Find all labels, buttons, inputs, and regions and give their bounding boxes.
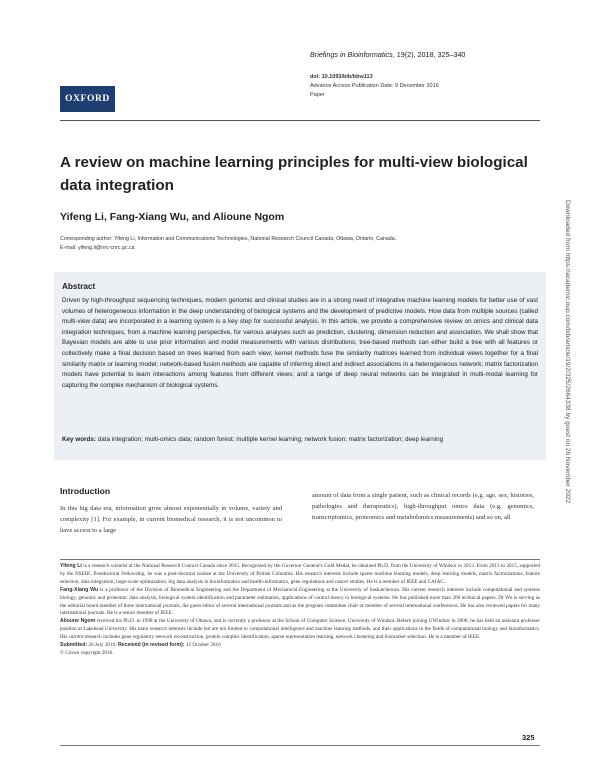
download-sidebar[interactable]: Downloaded from https://academic.oup.com/bib/article/19/2/325/2664338 by guest on 26 November 2022 (564, 200, 571, 504)
journal-citation (310, 50, 465, 59)
intro-right-column: amount of data from a single patient, such as clinical records (e.g. age, sex, histories, pathologies and therapeutics), high-throughput omics data (e.g. genomics, transcriptomics, proteomics and metabolomics measurements) and so on, all (312, 492, 534, 521)
footer-rule (60, 745, 540, 746)
correspondence (60, 235, 540, 253)
keywords-list: data integration; multi-omics data; random forest; multiple kernel learning; network fusion; matrix factorization; deep learning (95, 436, 444, 443)
keywords-label: Key words: (62, 436, 96, 443)
abstract-text: Driven by high-throughput sequencing techniques, modern genomic and clinical studies are in a strong need of integrative machine learning models for better use of vast volumes of heterogeneous information in the deep understanding of biological systems and the development of predictive models. How data from multiple sources (called multi-view data) are incorporated in a learning system is a key step for successful analysis. In this article, we provide a comprehensive review on omics and clinical data integration techniques, from a machine learning perspective, for various analyses such as prediction, clustering, dimension reduction and association. We shall show that Bayesian models are able to use prior information and model measurements with various distributions; tree-based methods can either build a tree with all features or collectively make a final decision based on trees learned from each view; kernel methods fuse the similarity matrices learned from individual views together for a final similarity matrix or learning model; network-based fusion methods are capable of inferring direct and indirect associations in a heterogeneous network; matrix factorization models have potential to learn interactions among features from different views; and a range of deep neural networks can be integrated in multi-modal learning for capturing the complex mechanism of biological systems. (62, 297, 538, 389)
journal-volume: , 19(2), 2018, 325–340 (392, 50, 466, 59)
submitted-label: Submitted: (60, 642, 88, 649)
bio-name: Yifeng Li (60, 563, 82, 569)
article-title: A review on machine learning principles for multi-view biological data integration (60, 154, 528, 194)
copyright: © Crown copyright 2016. (60, 649, 114, 656)
intro-left-column: In this big data era, information grow almost exponentially in volume, variety and complexity [1]. For example, in current biomedical research, it is not uncommon to have access to a large (60, 505, 282, 534)
oxford-logo: OXFORD (60, 86, 115, 112)
author-email[interactable]: E-mail: yifeng.li@nrc-cnrc.gc.ca (60, 245, 135, 251)
author-list: Yifeng Li, Fang-Xiang Wu, and Alioune Ngom (60, 211, 285, 223)
bio-text: is a professor of the Division of Biomedical Engineering and the Department of Mechanical Engineering at the University of Saskatchewan. His current research interests include computational and systems biology, genomic and proteomic data analysis, biological system identification and parameter estimation, applications of control theory to biological systems. He has published more than 260 technical papers. Dr Wu is serving as the editorial board member of three international journals, the guest editor of several international journals and as the program committee chair or member of several international conferences. He has also reviewed papers for many international journals. He is a senior member of IEEE. (60, 586, 541, 617)
bio-wu (60, 587, 540, 619)
bio-name: Alioune Ngom (60, 618, 96, 625)
doi[interactable]: doi: 10.1093/bib/bbw113 (310, 74, 373, 80)
submitted-date: 26 July 2016; (87, 642, 118, 649)
introduction-heading: Introduction (60, 486, 111, 496)
author-bios (60, 563, 540, 658)
journal-name: Briefings in Bioinformatics (310, 50, 393, 59)
revised-label: Received (in revised form): (117, 642, 185, 649)
bio-li (60, 563, 540, 587)
keywords (62, 435, 538, 446)
article-meta (310, 73, 439, 100)
abstract-heading: Abstract (62, 282, 96, 291)
advance-access-date: Advance Access Publication Date: 9 December 2016 (310, 83, 439, 89)
bio-text: is a research scientist at the National Research Council Canada since 2015. Recognized by the Governor General's Gold Medal, he obtained Ph.D. from the University of Windsor in 2013. From 2013 to 2015, supported by the NSERC Postdoctoral Fellowship, he was a post-doctoral trainee at the University of British Columbia. His research interests include sparse machine learning models, deep learning models, matrix factorizations, feature selection, data integration, large-scale optimization, big data analysis in bioinformatics and health-informatics, gene regulations and cancer studies. He is a member of IEEE and CAIAC. (60, 563, 540, 585)
bio-ngom (60, 618, 540, 642)
bio-text: received his Ph.D. in 1998 at the University of Ottawa, and is currently a professor at the School of Computer Science, University of Windsor. Before joining UWindsor in 2000, he has held an assistant professor position at Lakehead University. His main research interests include but are not limited to computational intelligence and machine learning methods, and their applications in the fields of computational biology and bioinformatics. His current research includes gene regulatory network reconstruction, protein complex identification, sparse representation learning, network clustering and biomarker selection. He is a member of IEEE. (60, 618, 540, 641)
submission-dates (60, 642, 540, 650)
article-type: Paper (310, 92, 325, 98)
bio-name: Fang-Xiang Wu (60, 586, 99, 593)
header-rule (60, 120, 540, 121)
revised-date: 12 October 2016 (184, 642, 221, 649)
footnote-rule (60, 559, 540, 560)
corresponding-author: Corresponding author: Yifeng Li, Information and Communications Technologies, National Research Council Canada, Ottawa, Ontario, Canada. (60, 236, 397, 242)
page-number: 325 (522, 733, 535, 742)
